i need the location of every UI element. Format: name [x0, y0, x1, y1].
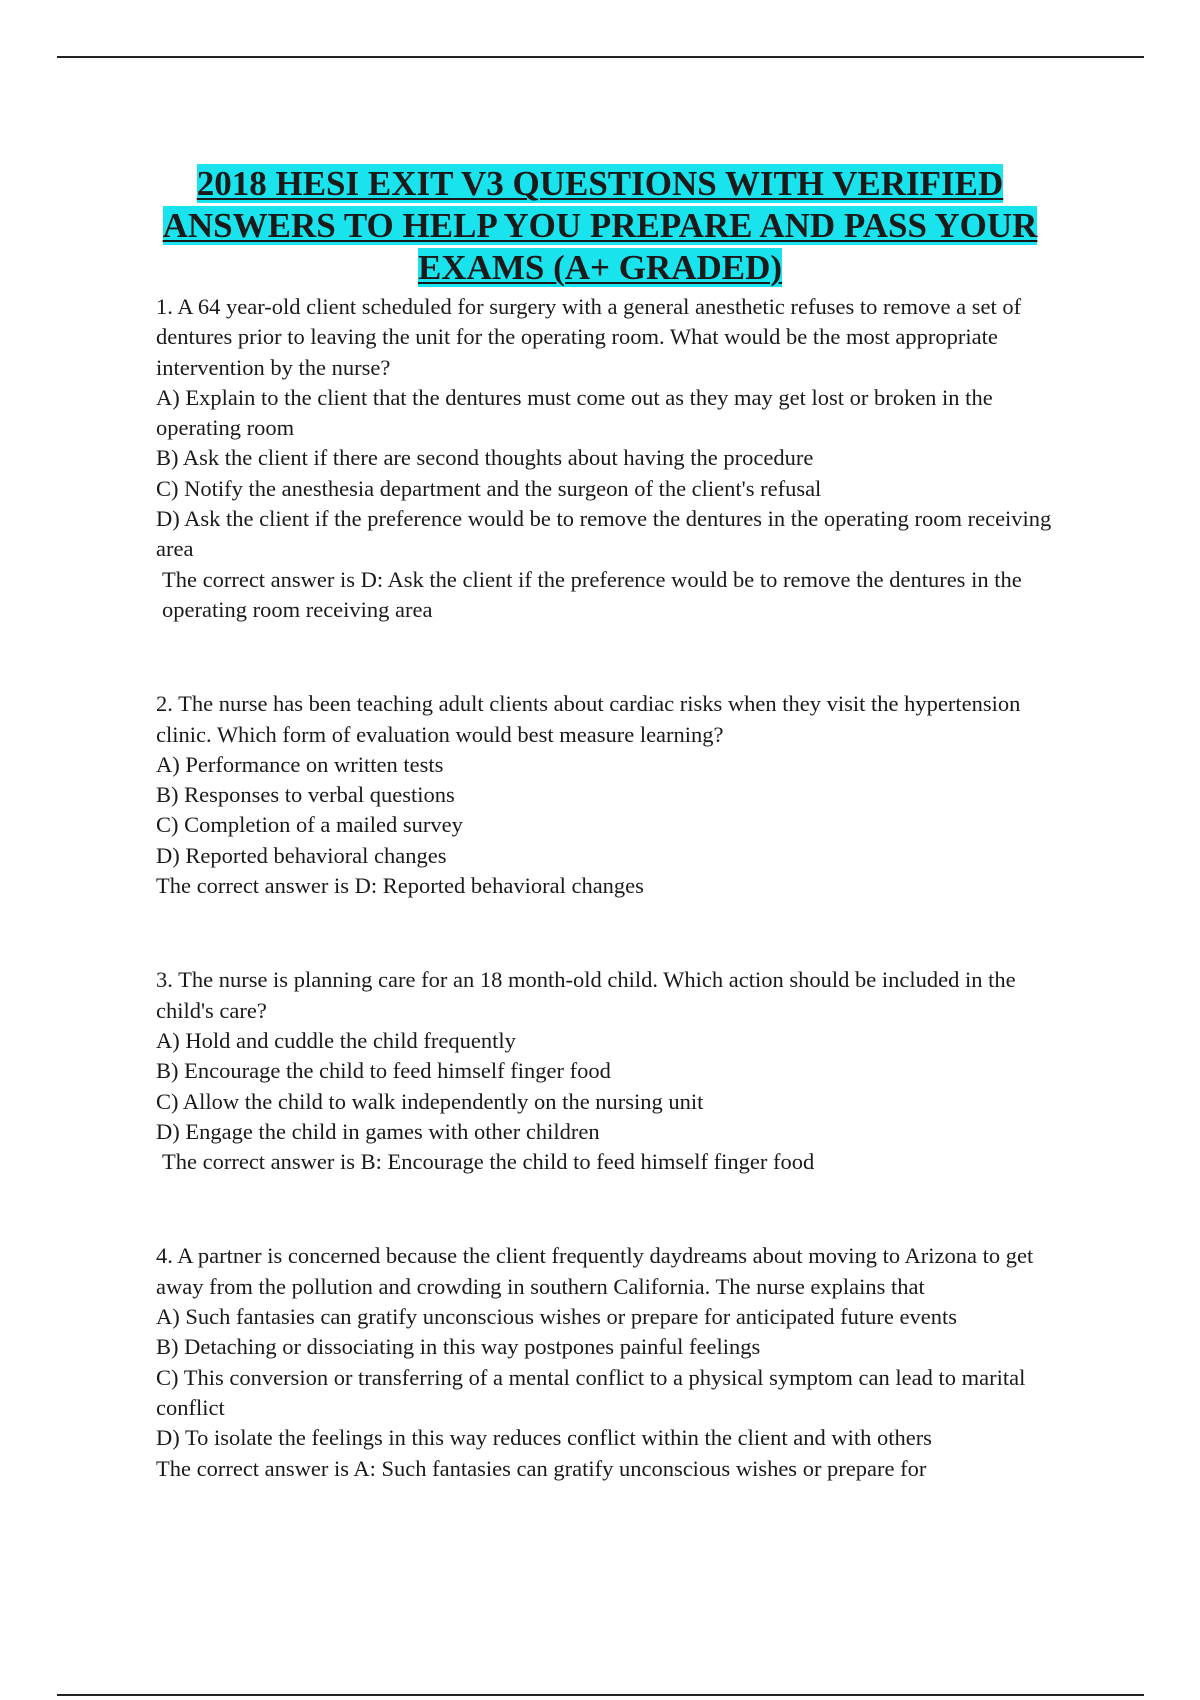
- question-item: [156, 1241, 1076, 1483]
- option-d: D) Ask the client if the preference would be to remove the dentures in the operating room receiving area: [156, 506, 1052, 562]
- option-b: B) Ask the client if there are second thoughts about having the procedure: [156, 445, 814, 471]
- option-a: A) Performance on written tests: [156, 751, 444, 777]
- option-b: B) Encourage the child to feed himself finger food: [156, 1058, 611, 1084]
- top-rule: [57, 56, 1144, 58]
- correct-answer: The correct answer is D: Reported behavioral changes: [156, 873, 644, 899]
- correct-answer: The correct answer is B: Encourage the child to feed himself finger food: [162, 1149, 815, 1175]
- document-title: [130, 163, 1070, 289]
- option-c: C) Completion of a mailed survey: [156, 812, 463, 838]
- option-c: C) Allow the child to walk independently on the nursing unit: [156, 1088, 704, 1114]
- option-b: B) Detaching or dissociating in this way postpones painful feelings: [156, 1334, 761, 1360]
- option-a: A) Hold and cuddle the child frequently: [156, 1027, 516, 1053]
- question-item: [156, 689, 1076, 901]
- option-d: D) Engage the child in games with other children: [156, 1118, 600, 1144]
- question-item: [156, 965, 1076, 1177]
- correct-answer: The correct answer is D: Ask the client if the preference would be to remove the dentures in the operating room receiving area: [162, 566, 1022, 622]
- option-d: D) To isolate the feelings in this way reduces conflict within the client and with others: [156, 1425, 932, 1451]
- option-d: D) Reported behavioral changes: [156, 842, 447, 868]
- option-a: A) Such fantasies can gratify unconscious wishes or prepare for anticipated future events: [156, 1304, 957, 1330]
- option-b: B) Responses to verbal questions: [156, 782, 455, 808]
- option-a: A) Explain to the client that the dentures must come out as they may get lost or broken in the operating room: [156, 384, 993, 441]
- bottom-rule: [57, 1694, 1144, 1696]
- option-c: C) Notify the anesthesia department and the surgeon of the client's refusal: [156, 475, 822, 501]
- question-stem: 1. A 64 year-old client scheduled for surgery with a general anesthetic refuses to remove a set of dentures prior to leaving the unit for the operating room. What would be the most appropriate intervention by the nurse?: [156, 294, 1022, 380]
- question-item: [156, 292, 1076, 625]
- option-c: C) This conversion or transferring of a mental conflict to a physical symptom can lead to marital conflict: [156, 1364, 1026, 1420]
- question-stem: 3. The nurse is planning care for an 18 month-old child. Which action should be included in the child's care?: [156, 967, 1016, 1023]
- question-stem: 2. The nurse has been teaching adult clients about cardiac risks when they visit the hypertension clinic. Which form of evaluation would best measure learning?: [156, 691, 1021, 747]
- question-stem: 4. A partner is concerned because the client frequently daydreams about moving to Arizona to get away from the pollution and crowding in southern California. The nurse explains that: [156, 1243, 1034, 1299]
- title-highlight: 2018 HESI EXIT V3 QUESTIONS WITH VERIFIED ANSWERS TO HELP YOU PREPARE AND PASS YOUR EXAMS (A+ GRADED): [162, 164, 1038, 288]
- correct-answer: The correct answer is A: Such fantasies can gratify unconscious wishes or prepare for: [156, 1455, 927, 1481]
- question-list: [156, 292, 1076, 1548]
